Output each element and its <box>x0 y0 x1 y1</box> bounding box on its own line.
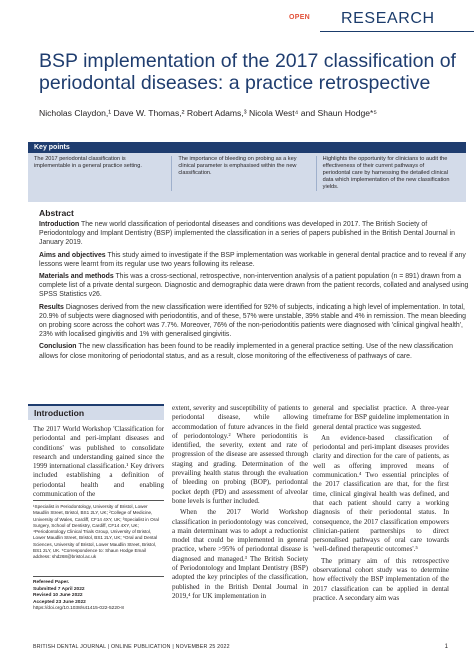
author-affiliations: ¹Specialist in Periodontology, University of Bristol, Lower Maudlin Street, Bristol, BS1 2LY, UK; ²College of Medicine, University of Wales, Cardiff, CF14 4XY, UK; ³Specialist in Oral Surgery, School of Dentistry, Cardiff, CF14 4XY, UK; ⁴Periodontology Clinical Trials Group, University of Bristol, Lower Maudlin Street, Bristol, BS1 2LY, UK; ⁵Oral and Dental Sciences, University of Bristol, Lower Maudlin Street, Bristol, BS1 2LY, UK. *Correspondence to: Shaun Hodge Email address: shd268@bristol.ac.uk <box>33 504 159 560</box>
affiliation-rule <box>33 500 164 501</box>
doi-link[interactable]: https://doi.org/10.1038/s41415-022-5220-8 <box>33 606 124 611</box>
page-number: 1 <box>444 644 448 650</box>
introduction-heading: Introduction <box>28 404 164 420</box>
body-paragraph: An evidence-based classification of periodontal and peri-implant diseases provides clarity and direction for the care of patients, as well as offering improved means of communication.⁴ Two essential principles of the 2017 classification are that, for the first time, clinical gingival health was defined, and that each patient should carry a working diagnosis of their periodontal status. In consequence, the 2017 classification empowers clinician-patient partnerships to direct personalised pathways of oral care towards 'well-defined therapeutic outcomes'.⁵ <box>313 433 449 554</box>
body-column-1 <box>33 425 164 499</box>
article-title: BSP implementation of the 2017 classification of periodontal diseases: a practice retrospective <box>39 50 456 94</box>
abstract-text: The new classification has been found to be readily implemented in a general practice setting. Use of the new classification allows for close monitoring of periodontal status, and as a result, close monitoring of the effectiveness of pathways of care. <box>39 343 453 360</box>
publication-history <box>33 580 164 613</box>
abstract-label: Introduction <box>39 221 80 228</box>
body-column-2 <box>172 404 308 601</box>
refinfo-rule <box>33 576 164 577</box>
abstract-label: Results <box>39 303 64 311</box>
abstract-text: The new world classification of periodontal diseases and conditions was developed in 2017. The British Society of Periodontology and Implant Dentistry (BSP) implemented the classification in a series of papers published in the British Dental Journal in January 2019. <box>39 221 455 247</box>
key-points-heading: Key points <box>28 142 466 153</box>
key-point-3: Highlights the opportunity for clinicians to audit the effectiveness of their current pathways of periodontal care by harnessing the detailed clinical data which implementation of the new classification yields. <box>316 156 460 191</box>
abstract-text: This study aimed to investigate if the BSP implementation was workable in general dental practice and to reveal if any lessons were learnt from its regular use two years following its release. <box>39 251 466 268</box>
open-access-label: OPEN <box>289 14 311 21</box>
body-paragraph: The 2017 World Workshop 'Classification for periodontal and peri-implant diseases and conditions' was published to consolidate research and understanding gained since the 1999 international classification.¹ Key drivers included establishing a definition of periodontal health and enabling communication of the <box>33 425 164 499</box>
abstract-aims <box>39 251 469 269</box>
body-paragraph: general and specialist practice. A three-year timeframe for BSP guideline implementation in general dental practice was suggested. <box>313 404 449 431</box>
section-label: RESEARCH <box>341 10 435 27</box>
abstract-methods <box>39 272 469 300</box>
body-column-3 <box>313 404 449 603</box>
journal-header <box>0 0 474 46</box>
body-paragraph: extent, severity and susceptibility of patients to periodontal disease, while allowing accommodation of future advances in the field of periodontology.² Where periodontitis is identified, the severity, extent and rate of progression of the disease are assessed through staging and grading. Determination of the prevailing health status through the evaluation of bleeding on probing (BOP), periodontal pocket depth (PD) and assessment of alveolar bone levels is further included. <box>172 404 308 505</box>
key-points-box <box>28 142 466 202</box>
key-point-1: The 2017 periodontal classification is implementable in a general practice setting. <box>34 156 142 169</box>
refereed-label: Refereed Paper. <box>33 580 70 585</box>
accepted-date: Accepted 23 June 2022 <box>33 599 86 605</box>
abstract-heading: Abstract <box>39 208 74 218</box>
abstract-introduction <box>39 220 469 248</box>
abstract-label: Aims and objectives <box>39 251 106 259</box>
abstract-label: Conclusion <box>39 343 77 351</box>
abstract-results <box>39 303 469 340</box>
body-paragraph: The primary aim of this retrospective observational cohort study was to determine how effectively the BSP implementation of the 2017 classification can be applied in dental practice. A secondary aim was <box>313 556 449 602</box>
header-rule <box>320 31 474 32</box>
abstract-text: Diagnoses derived from the new classification were identified for 92% of subjects, indicating a high level of implementation. In total, 20.9% of subjects were diagnosed with periodontitis, and of these, 57% were unstable, 39% stable and 4% in remission. The mean bleeding on probing score across the cohort was 7.7%. Moreover, 76% of the non-periodontitis patients were diagnosed with 'clinical gingival health', 23% with localised gingivitis and 1% with generalised gingivitis. <box>39 303 466 339</box>
submitted-date: Submitted 7 April 2022 <box>33 586 85 592</box>
author-list: Nicholas Claydon,¹ Dave W. Thomas,² Robert Adams,³ Nicola West⁴ and Shaun Hodge*⁵ <box>39 108 377 118</box>
abstract-section <box>39 208 469 364</box>
abstract-conclusion <box>39 342 469 360</box>
abstract-label: Materials and methods <box>39 273 114 281</box>
key-point-2: The importance of bleeding on probing as a key clinical parameter is emphasised within the new classification. <box>171 156 315 191</box>
abstract-text: This was a cross-sectional, retrospective, non-intervention analysis of a patient population (n = 891) drawn from a complete list of a private dental surgeon. Diagnostic and demographic data were drawn from the patient records, collated and analysed using SPSS Statistics v26. <box>39 273 469 299</box>
revised-date: Revised 10 June 2022 <box>33 593 83 598</box>
journal-footer: BRITISH DENTAL JOURNAL | ONLINE PUBLICATION | NOVEMBER 25 2022 <box>33 644 230 650</box>
body-paragraph: When the 2017 World Workshop classification in periodontology was conceived, a main determinant was to adopt a reductionist model that could be implemented in general practice, where >95% of periodontal disease is diagnosed and managed.³ The British Society of Periodontology and Implant Dentistry (BSP) adopted the key principles of the classification, published in the British Dental Journal in 2019,⁴ for UK implementation in <box>172 508 308 600</box>
